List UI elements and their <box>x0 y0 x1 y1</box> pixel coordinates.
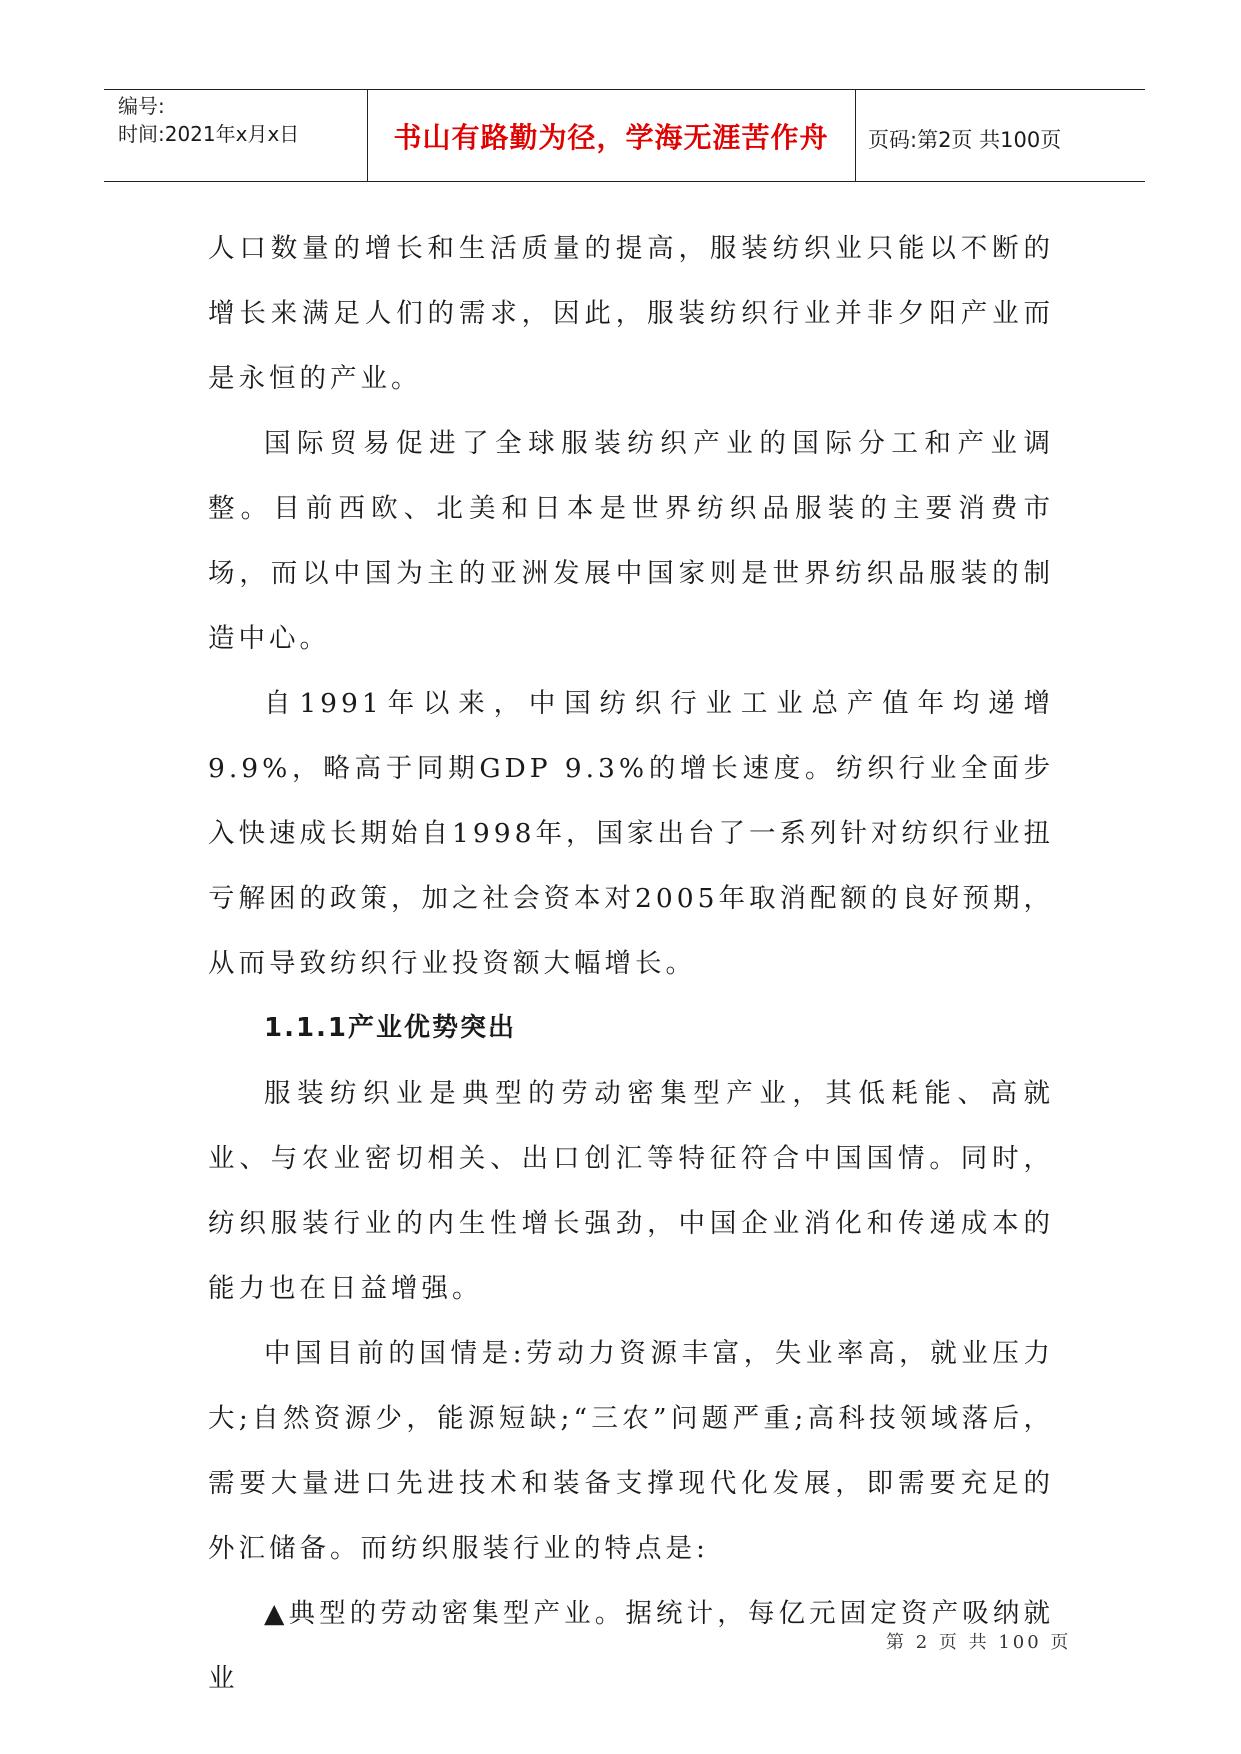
header-motto: 书山有路勤为径，学海无涯苦作舟 <box>393 121 829 154</box>
header-bottom-rule <box>104 181 1145 182</box>
header-divider-right <box>855 89 856 181</box>
document-body <box>208 216 1054 1711</box>
paragraph-4: 服装纺织业是典型的劳动密集型产业，其低耗能、高就业、与农业密切相关、出口创汇等特征符合中国国情。同时，纺织服装行业的内生性增长强劲，中国企业消化和传递成本的能力也在日益增强。 <box>208 1078 1054 1304</box>
page-footer: 第 2 页 共 100 页 <box>886 1632 1072 1653</box>
header-left-cell <box>118 92 299 148</box>
paragraph-1: 人口数量的增长和生活质量的提高，服装纺织业只能以不断的增长来满足人们的需求，因此，服装纺织行业并非夕阳产业而是永恒的产业。 <box>208 233 1054 394</box>
paragraph-2: 国际贸易促进了全球服装纺织产业的国际分工和产业调整。目前西欧、北美和日本是世界纺织品服装的主要消费市场，而以中国为主的亚洲发展中国家则是世界纺织品服装的制造中心。 <box>208 428 1054 654</box>
time-label: 时间:2021年x月x日 <box>118 122 300 146</box>
paragraph-5: 中国目前的国情是:劳动力资源丰富，失业率高，就业压力大;自然资源少，能源短缺;“三农”问题严重;高科技领域落后，需要大量进口先进技术和装备支撑现代化发展，即需要充足的外汇储备。而纺织服装行业的特点是: <box>208 1338 1054 1564</box>
paragraph-6: ▲典型的劳动密集型产业。据统计，每亿元固定资产吸纳就业 <box>208 1598 1054 1694</box>
header-page-info: 页码:第2页 共100页 <box>868 128 1062 152</box>
paragraph-3: 自1991年以来，中国纺织行业工业总产值年均递增9.9%，略高于同期GDP 9.3%的增长速度。纺织行业全面步入快速成长期始自1998年，国家出台了一系列针对纺织行业扭亏解困的政策，加之社会资本对2005年取消配额的良好预期，从而导致纺织行业投资额大幅增长。 <box>208 688 1054 979</box>
section-heading: 1.1.1产业优势突出 <box>264 1013 517 1043</box>
header-top-rule <box>104 89 1145 90</box>
number-label: 编号: <box>118 94 165 118</box>
